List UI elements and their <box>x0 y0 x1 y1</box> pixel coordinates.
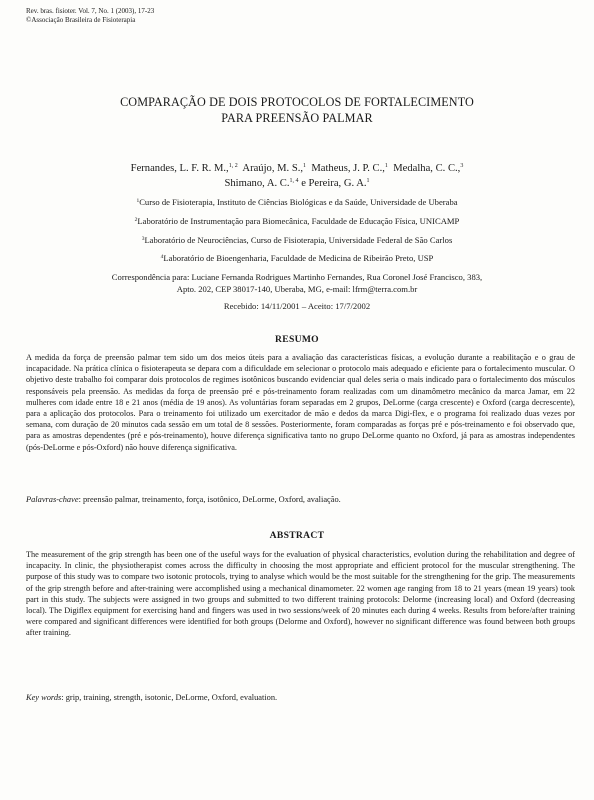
author-affiliation-marker: 3 <box>460 163 464 169</box>
affiliation-text: Curso de Fisioterapia, Instituto de Ciências Biológicas e da Saúde, Universidade de Uberaba <box>139 197 458 207</box>
paper-title <box>40 95 554 126</box>
keywords-list: : preensão palmar, treinamento, força, isotônico, DeLorme, Oxford, avaliação. <box>78 495 341 504</box>
correspondence <box>40 271 554 295</box>
abstract-heading: ABSTRACT <box>269 530 325 541</box>
affiliation-marker: 3 <box>141 236 145 242</box>
affiliation <box>0 235 594 246</box>
author-name: Fernandes, L. F. R. M., <box>130 163 229 174</box>
keywords-label: Key words <box>26 693 62 702</box>
affiliation-text: Laboratório de Bioengenharia, Faculdade de Medicina de Ribeirão Preto, USP <box>163 253 434 263</box>
author-list <box>30 161 564 191</box>
author-affiliation-marker: 1, 4 <box>289 178 299 184</box>
affiliation <box>0 216 594 227</box>
keywords-label: Palavras-chave <box>26 495 79 504</box>
affiliation-text: Laboratório de Instrumentação para Biomecânica, Faculdade de Educação Física, UNICAMP <box>137 216 460 226</box>
affiliation-text: Laboratório de Neurociências, Curso de Fisioterapia, Universidade Federal de São Carlos <box>144 235 453 245</box>
abstract-keywords <box>26 692 575 703</box>
affiliation-marker: 1 <box>136 198 140 204</box>
journal-header <box>26 7 154 25</box>
title-line-1: COMPARAÇÃO DE DOIS PROTOCOLOS DE FORTALECIMENTO <box>120 95 474 109</box>
author-line-2 <box>30 176 564 191</box>
author-affiliation-marker: 1 <box>366 178 370 184</box>
author-line-1 <box>30 161 564 176</box>
journal-copyright: ©Associação Brasileira de Fisioterapia <box>26 16 136 24</box>
affiliation-marker: 2 <box>134 217 138 223</box>
resumo-keywords <box>26 494 575 505</box>
author-name: Shimano, A. C. <box>224 178 290 189</box>
keywords-list: : grip, training, strength, isotonic, DeLorme, Oxford, evaluation. <box>61 693 278 702</box>
title-line-2: PARA PREENSÃO PALMAR <box>221 110 373 125</box>
author-name: Medalha, C. C., <box>393 163 461 174</box>
author-affiliation-marker: 1 <box>303 163 307 169</box>
author-affiliation-marker: 1, 2 <box>228 163 238 169</box>
abstract-text: The measurement of the grip strength has been one of the useful ways for the evaluation of physical characteristics, evolution during the rehabilitation and degree of incapacity. In clinic, the physiotherapist comes across the difficulty in choosing the most appropriate and efficient protocol for the muscular strengthening. The purpose of this study was to compare two isotonic protocols, trying to analyse which would be the most suitable for the strengthening for the grip. The measurements of the grip strength before and after-training were accomplished using a mechanical dinamometer. 22 women age ranging from 18 to 21 years (mean 19 years) took part in this study. The subjects were assigned in two groups and submitted to two different training protocols: Delorme (increasing local) and Oxford (decreasing local). The Digiflex equipment for exercising hand and fingers was used in two sessions/week of 20 minutes each during 4 weeks. Results from before/after training were compared and significant differences were identified for both groups (Delorme and Oxford), however no significant difference was found between both groups after training. <box>26 550 575 638</box>
received-dates: Recebido: 14/11/2001 – Aceito: 17/7/2002 <box>223 301 371 311</box>
affiliation <box>0 197 594 208</box>
author-name: Araújo, M. S., <box>242 163 304 174</box>
correspondence-line-2: Apto. 202, CEP 38017-140, Uberaba, MG, e-mail: lfrm@terra.com.br <box>176 284 418 294</box>
affiliation <box>0 253 594 264</box>
resumo-text: A medida da força de preensão palmar tem sido um dos meios úteis para a avaliação das características físicas, a evolução durante a reabilitação e o grau de incapacidade. Na prática clínica o fisioterapeuta se depara com a dificuldade em selecionar o protocolo mais adequado e eficiente para o fortalecimento muscular. O objetivo deste trabalho foi comparar dois protocolos de regimes isotônicos buscando evidenciar qual deles seria o mais indicado para o fortalecimento dos músculos responsáveis pela preensão. As medidas da força de preensão pré e pós-treinamento foram realizadas com um dinamômetro mecânico da marca Jamar, em 22 mulheres com idade entre 18 e 21 anos (média de 19 anos). As voluntárias foram separadas em 2 grupos, DeLorme (carga crescente) e Oxford (carga decrescente), para a aplicação dos protocolos. Para o treinamento foi utilizado um exercitador de mão e dedos da marca Digi-flex, e o programa foi realizado duas vezes por semana, com duração de 20 minutos cada sessão em um total de 8 sessões. Posteriormente, foram comparadas as forças pré e pós-treinamento e foi observado que, para as amostras dependentes (pré e pós-treinamento), houve diferença significativa tanto no grupo DeLorme quanto no Oxford, já para as amostras independentes (pós-DeLorme e pós-Oxford) não houve diferença significativa. <box>26 353 575 452</box>
author-affiliation-marker: 1 <box>384 163 388 169</box>
affiliation-marker: 4 <box>160 254 164 260</box>
journal-citation: Rev. bras. fisioter. Vol. 7, No. 1 (2003), 17-23 <box>26 7 155 15</box>
author-name: Matheus, J. P. C., <box>311 163 385 174</box>
author-name: e Pereira, G. A. <box>301 178 367 189</box>
resumo-heading: RESUMO <box>275 334 319 345</box>
correspondence-line-1: Correspondência para: Luciane Fernanda Rodrigues Martinho Fernandes, Rua Coronel José Francisco, 383, <box>111 272 483 282</box>
